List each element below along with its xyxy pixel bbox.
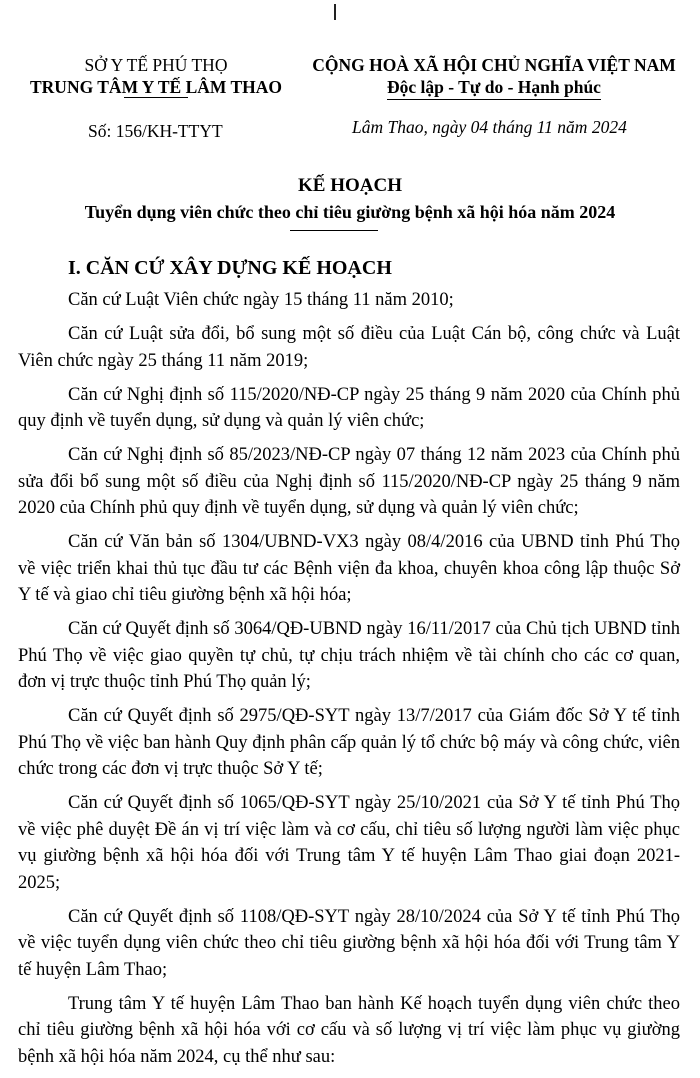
issuing-agency-block (0, 54, 312, 98)
legal-basis-paragraph: Căn cứ Luật Viên chức ngày 15 tháng 11 năm 2010; (68, 290, 454, 310)
legal-basis-paragraph: Căn cứ Luật sửa đổi, bổ sung một số điều của Luật Cán bộ, công chức và Luật Viên chức ngày 25 tháng 11 năm 2019; (18, 324, 680, 371)
country-name: CỘNG HOÀ XÃ HỘI CHỦ NGHĨA VIỆT NAM (312, 55, 676, 75)
title-underline (290, 230, 378, 231)
page-number-mark (334, 4, 336, 20)
parent-agency: SỞ Y TẾ PHÚ THỌ (84, 55, 228, 75)
document-subtitle: Tuyển dụng viên chức theo chỉ tiêu giường bệnh xã hội hóa năm 2024 (84, 202, 616, 222)
place-and-date: Lâm Thao, ngày 04 tháng 11 năm 2024 (352, 117, 627, 137)
document-title: KẾ HOẠCH (298, 175, 402, 196)
section-body (18, 287, 680, 1078)
national-motto-block (298, 54, 690, 100)
legal-basis-paragraph: Căn cứ Quyết định số 2975/QĐ-SYT ngày 13/7/2017 của Giám đốc Sở Y tế tỉnh Phú Thọ về việc ban hành Quy định phân cấp quản lý tổ chức bộ máy và công chức, viên chức trong các đơn vị trực thuộc Sở Y tế; (18, 706, 680, 779)
legal-basis-paragraph: Căn cứ Nghị định số 85/2023/NĐ-CP ngày 07 tháng 12 năm 2023 của Chính phủ sửa đổi bổ sung một số điều của Nghị định số 115/2020/NĐ-CP ngày 25 tháng 9 năm 2020 của Chính phủ quy định về tuyển dụng, sử dụng và quản lý viên chức; (18, 445, 680, 518)
section-heading: I. CĂN CỨ XÂY DỰNG KẾ HOẠCH (68, 257, 392, 279)
issuing-agency: TRUNG TÂM Y TẾ LÂM THAO (30, 77, 282, 97)
legal-basis-paragraph: Căn cứ Quyết định số 3064/QĐ-UBND ngày 16/11/2017 của Chủ tịch UBND tỉnh Phú Thọ về việc giao quyền tự chủ, tự chịu trách nhiệm về tài chính cho các cơ quan, đơn vị trực thuộc tỉnh Phú Thọ quản lý; (18, 619, 680, 692)
agency-underline (124, 97, 188, 98)
legal-basis-paragraph: Căn cứ Nghị định số 115/2020/NĐ-CP ngày 25 tháng 9 năm 2020 của Chính phủ quy định về tuyển dụng, sử dụng và quản lý viên chức; (18, 384, 680, 431)
legal-basis-paragraph: Căn cứ Văn bản số 1304/UBND-VX3 ngày 08/4/2016 của UBND tỉnh Phú Thọ về việc triển khai thủ tục đầu tư các Bệnh viện đa khoa, chuyên khoa công lập thuộc Sở Y tế và giao chỉ tiêu giường bệnh xã hội hóa; (18, 532, 680, 605)
document-number: Số: 156/KH-TTYT (88, 121, 223, 141)
closing-paragraph: Trung tâm Y tế huyện Lâm Thao ban hành Kế hoạch tuyển dụng viên chức theo chỉ tiêu giường bệnh xã hội hóa với cơ cấu và số lượng vị trí việc làm phục vụ giường bệnh xã hội hóa năm 2024, cụ thể như sau: (18, 993, 680, 1067)
legal-basis-paragraph: Căn cứ Quyết định số 1108/QĐ-SYT ngày 28/10/2024 của Sở Y tế tỉnh Phú Thọ về việc tuyển dụng viên chức theo chỉ tiêu giường bệnh xã hội hóa đối với Trung tâm Y tế huyện Lâm Thao; (18, 906, 680, 980)
legal-basis-paragraph: Căn cứ Quyết định số 1065/QĐ-SYT ngày 25/10/2021 của Sở Y tế tỉnh Phú Thọ về việc phê duyệt Đề án vị trí việc làm và cơ cấu, chỉ tiêu số lượng người làm việc phục vụ giường bệnh xã hội hóa đối với Trung tâm Y tế huyện Lâm Thao giai đoạn 2021-2025; (18, 793, 680, 893)
national-motto: Độc lập - Tự do - Hạnh phúc (387, 76, 601, 100)
